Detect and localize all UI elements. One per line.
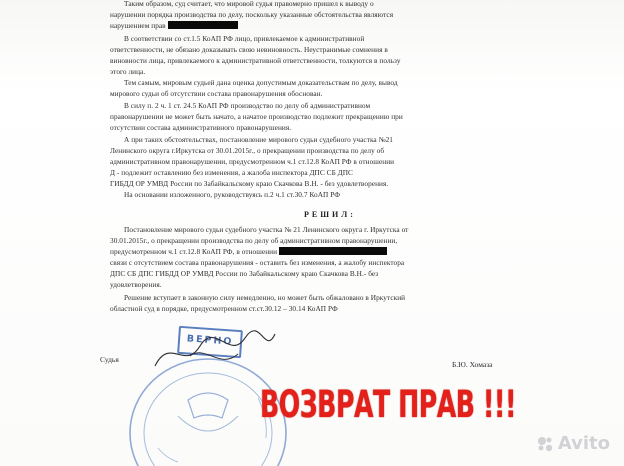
verified-stamp: ВЕРНО [177, 326, 243, 358]
doc-line: Ленинского округа г.Иркутска от 30.01.2015г., о прекращении производства по делу об [110, 146, 385, 155]
doc-line: отсутствии состава административного правонарушения. [110, 123, 292, 132]
doc-line: мирового судьи об отсутствии состава правонарушения обоснован. [110, 89, 323, 98]
avito-logo-icon [536, 435, 554, 453]
doc-line: 30.01.2015г., о прекращении производства по делу об административном правонарушении, [110, 236, 398, 245]
doc-line: областной суд в порядке, предусмотренном ст.ст.30.12 – 30.14 КоАП РФ [110, 304, 338, 313]
doc-line: предусмотренном ч.1 ст.12.8 КоАП РФ, в отношении [110, 246, 600, 257]
decision-heading: РЕШИЛ: [304, 210, 356, 219]
doc-line: этого лица. [110, 67, 146, 76]
watermark-text: Avito [557, 433, 610, 454]
doc-line: виновности лица, привлекаемого к административной ответственности, толкуются в пользу [110, 56, 401, 65]
doc-line: Тем самым, мировым судьей дана оценка допустимым доказательствам по делу, вывод [124, 78, 398, 87]
doc-line: Таким образом, суд считает, что мировой судья правомерно пришел к выводу о [124, 0, 374, 8]
doc-line: В силу п. 2 ч. 1 ст. 24.5 КоАП РФ производство по делу об административном [124, 101, 371, 110]
redaction-bar [279, 247, 387, 255]
doc-line: правонарушении не может быть начато, а начатое производство подлежит прекращению при [110, 112, 403, 121]
doc-line: ГИБДД ОР УМВД России по Забайкальскому краю Скачкова В.Н. - без удовлетворения. [110, 179, 389, 188]
signature-label: Судья [100, 355, 119, 364]
doc-line: связи с отсутствием состава правонарушения - оставить без изменения, а жалобу инспектора [110, 258, 405, 267]
doc-line: удовлетворения. [110, 280, 162, 289]
doc-line: А при таких обстоятельствах, постановление мирового судьи судебного участка №21 [124, 135, 393, 144]
doc-line: нарушении порядка производства по делу, поскольку указанные обстоятельства являются [110, 10, 394, 19]
doc-line: В соответствии со ст.1.5 КоАП РФ лицо, привлекаемое к административной [124, 34, 365, 43]
doc-line: Решение вступает в законную силу немедленно, но может быть обжаловано в Иркутский [124, 293, 406, 302]
doc-line: нарушением прав [110, 20, 600, 31]
overlay-banner-text: ВОЗВРАТ ПРАВ !!! [260, 382, 517, 427]
doc-line: Д - подлежит оставлению без изменения, а жалоба инспектора ДПС СБ ДПС [110, 168, 353, 177]
redaction-bar [168, 21, 238, 29]
avito-watermark [536, 433, 610, 454]
doc-line: ответственности, не обязано доказывать свою невиновность. Неустранимые сомнения в [110, 45, 388, 54]
doc-line: административном правонарушении, предусмотренном ч.1 ст.12.8 КоАП РФ в отношении [110, 157, 395, 166]
doc-line: Постановление мирового судьи судебного участка № 21 Ленинского округа г. Иркутска от [124, 225, 409, 234]
doc-line: ДПС СБ ДПС ГИБДД ОР УМВД России по Забайкальскому краю Скачкова В.Н.- без [110, 269, 379, 278]
doc-line: На основании изложенного, руководствуясь п.2 ч.1 ст.30.7 КоАП РФ [124, 190, 341, 199]
judge-name: Б.Ю. Хомаза [452, 360, 493, 369]
signature-scribble [150, 326, 280, 376]
